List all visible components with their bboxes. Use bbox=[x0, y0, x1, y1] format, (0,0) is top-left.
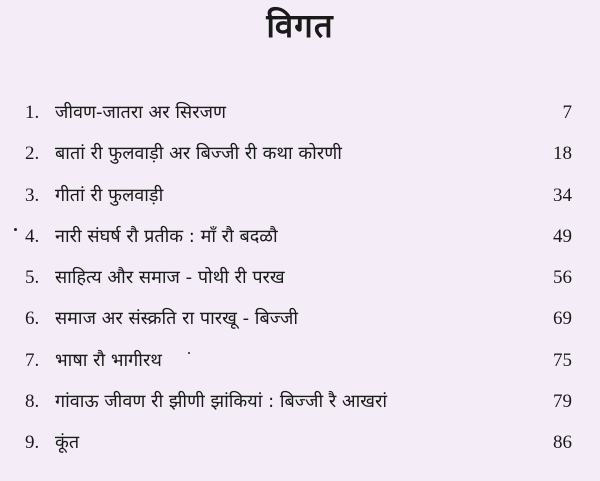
toc-chapter-title: गीतां री फुलवाड़ी bbox=[55, 184, 164, 206]
toc-row bbox=[0, 257, 600, 298]
toc-number: 1. bbox=[25, 102, 40, 123]
toc-row bbox=[0, 92, 600, 133]
toc-page-number: 18 bbox=[553, 143, 572, 165]
toc-chapter-title: गांवाऊ जीवण री झीणी झांकियां : बिज्जी रै आखरां bbox=[55, 391, 388, 413]
toc-row bbox=[0, 381, 600, 422]
toc-page-number: 56 bbox=[553, 267, 572, 289]
toc-row bbox=[0, 298, 600, 339]
toc-number: 4. bbox=[25, 225, 40, 247]
toc-number: 6. bbox=[25, 308, 40, 330]
table-of-contents bbox=[0, 92, 600, 464]
toc-number: 9. bbox=[25, 432, 40, 454]
toc-number: 5. bbox=[25, 267, 40, 289]
toc-chapter-title: जीवण-जातरा अर सिरजण bbox=[55, 102, 226, 123]
toc-chapter-title: नारी संघर्ष रौ प्रतीक : माँ रौ बदळौ bbox=[55, 225, 278, 247]
toc-number: 7. bbox=[25, 349, 40, 371]
toc-page-number: 86 bbox=[553, 432, 572, 454]
toc-number: 8. bbox=[25, 391, 40, 413]
toc-number: 3. bbox=[25, 184, 40, 206]
print-speck bbox=[188, 352, 190, 354]
toc-page-number: 49 bbox=[553, 225, 572, 247]
toc-chapter-title: साहित्य और समाज - पोथी री परख bbox=[55, 267, 285, 289]
toc-page-number: 79 bbox=[553, 391, 572, 413]
toc-row bbox=[0, 216, 600, 257]
toc-row bbox=[0, 422, 600, 463]
toc-chapter-title: बातां री फुलवाड़ी अर बिज्जी री कथा कोरणी bbox=[55, 143, 342, 165]
toc-row bbox=[0, 340, 600, 381]
toc-page-number: 7 bbox=[562, 102, 572, 123]
toc-page-number: 34 bbox=[553, 184, 572, 206]
page-title: विगत bbox=[266, 6, 334, 45]
print-speck bbox=[14, 228, 17, 231]
toc-chapter-title: समाज अर संस्क्रति रा पारखू - बिज्जी bbox=[55, 308, 299, 330]
toc-row bbox=[0, 175, 600, 216]
toc-page-number: 75 bbox=[553, 349, 572, 371]
toc-chapter-title: कूंत bbox=[55, 432, 80, 454]
toc-number: 2. bbox=[25, 143, 40, 165]
toc-page-number: 69 bbox=[553, 308, 572, 330]
toc-chapter-title: भाषा रौ भागीरथ bbox=[55, 349, 162, 371]
toc-row bbox=[0, 133, 600, 174]
